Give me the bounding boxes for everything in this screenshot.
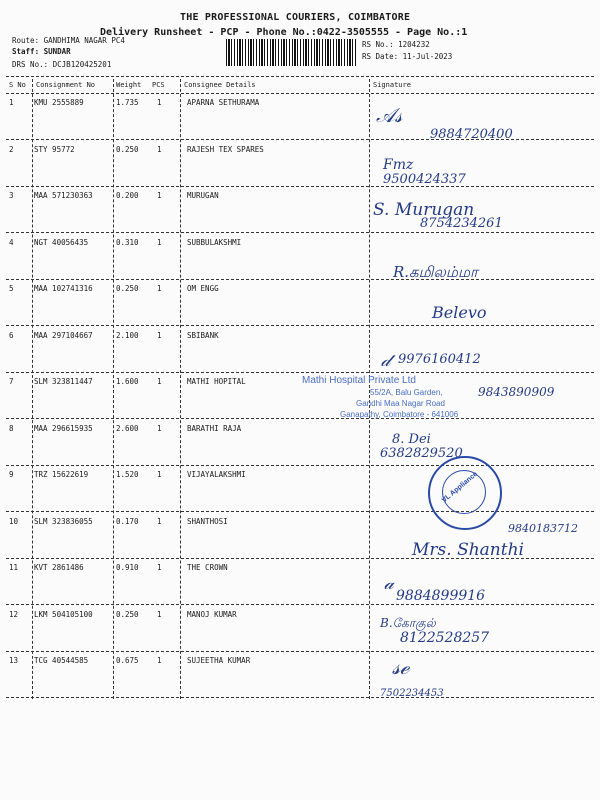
hospital-stamp-address-2: Gandhi Maa Nagar Road	[356, 399, 445, 408]
row-consignee-name: MATHI HOPITAL	[187, 377, 246, 386]
appliance-seal-stamp	[428, 456, 502, 530]
row-serial-number: 10	[9, 516, 19, 526]
signature-2-phone: 9500424337	[383, 172, 466, 187]
row-serial-number: 12	[9, 609, 19, 619]
signature-10-name: Mrs. Shanthi	[412, 540, 524, 560]
row-pieces: 1	[157, 516, 162, 526]
col-header-weight: Weight	[116, 81, 142, 89]
row-serial-number: 5	[9, 284, 14, 293]
row-pieces: 1	[157, 423, 162, 433]
row-weight: 0.250	[116, 144, 139, 154]
row-consignment-number: MAA 296615935	[34, 423, 93, 433]
signature-8: 8. Dei	[392, 432, 431, 447]
row-consignment-number: TCG 40544585	[34, 656, 89, 665]
row-serial-number: 11	[9, 563, 19, 572]
header-divider-top	[6, 76, 594, 77]
row-weight: 0.170	[116, 516, 139, 526]
row-pieces: 1	[157, 377, 162, 386]
company-title: THE PROFESSIONAL COURIERS, COIMBATORE	[180, 12, 411, 23]
table-row	[6, 141, 594, 187]
signature-3-name: S. Murugan	[373, 200, 475, 220]
signature-11-phone: 9884899916	[396, 588, 486, 604]
hospital-stamp-address-1: 55/2A, Balu Garden,	[370, 388, 443, 397]
row-pieces: 1	[157, 284, 162, 293]
row-consignee-name: OM ENGG	[187, 284, 219, 293]
row-consignee-name: VIJAYALAKSHMI	[187, 470, 246, 479]
signature-3-phone: 8754234261	[420, 216, 503, 231]
signature-13: 𝓈ℯ	[392, 655, 409, 680]
signature-8-phone: 6382829520	[380, 446, 463, 461]
seal-text: VL Appliance	[440, 470, 480, 505]
signature-12: B.கோகுல்	[380, 616, 436, 630]
row-consignee-name: RAJESH TEX SPARES	[187, 144, 264, 154]
table-row	[6, 187, 594, 233]
row-serial-number: 4	[9, 237, 14, 247]
row-serial-number: 1	[9, 98, 14, 107]
signature-7-phone: 9843890909	[478, 385, 555, 399]
row-serial-number: 3	[9, 191, 14, 200]
signature-1-phone: 9884720400	[430, 127, 513, 142]
row-serial-number: 8	[9, 423, 14, 433]
table-row	[6, 420, 594, 466]
signature-2: Fmz	[383, 157, 414, 173]
signature-4: R.கமிலம்மா	[393, 263, 478, 281]
row-consignment-number: KMU 2555889	[34, 98, 84, 107]
row-weight: 0.200	[116, 191, 139, 200]
signature-6: 𝒹	[381, 350, 391, 371]
table-row	[6, 466, 594, 512]
row-consignment-number: LKM 504105100	[34, 609, 93, 619]
staff-label: Staff: SUNDAR	[12, 47, 71, 56]
signature-1: 𝒜𝓈	[376, 103, 403, 127]
row-pieces: 1	[157, 609, 162, 619]
row-pieces: 1	[157, 144, 162, 154]
row-serial-number: 2	[9, 144, 14, 154]
row-serial-number: 9	[9, 470, 14, 479]
drs-label: DRS No.: DCJB120425201	[12, 60, 112, 69]
row-consignee-name: SUJEETHA KUMAR	[187, 656, 251, 665]
row-consignment-number: MAA 297104667	[34, 330, 93, 340]
runsheet-title: Delivery Runsheet - PCP - Phone No.:0422-3505555 - Page No.:1	[100, 27, 468, 38]
row-weight: 0.675	[116, 656, 139, 665]
row-consignee-name: BARATHI RAJA	[187, 423, 242, 433]
row-consignee-name: MANOJ KUMAR	[187, 609, 237, 619]
row-weight: 1.520	[116, 470, 139, 479]
row-consignee-name: APARNA SETHURAMA	[187, 98, 260, 107]
row-pieces: 1	[157, 191, 162, 200]
row-weight: 2.600	[116, 423, 139, 433]
col-header-pcs: PCS	[152, 81, 165, 89]
rs-date: RS Date: 11-Jul-2023	[362, 52, 453, 61]
row-consignment-number: SLM 323836055	[34, 516, 93, 526]
row-weight: 1.600	[116, 377, 139, 386]
row-pieces: 1	[157, 563, 162, 572]
row-consignee-name: MURUGAN	[187, 191, 219, 200]
table-row	[6, 280, 594, 326]
col-header-consignee: Consignee Details	[184, 81, 256, 89]
row-pieces: 1	[157, 470, 162, 479]
table-row	[6, 652, 594, 698]
row-consignee-name: SBIBANK	[187, 330, 219, 340]
row-consignee-name: SHANTHOSI	[187, 516, 228, 526]
table-row	[6, 606, 594, 652]
row-consignment-number: KVT 2861486	[34, 563, 84, 572]
row-consignment-number: TRZ 15622619	[34, 470, 89, 479]
row-consignee-name: THE CROWN	[187, 563, 228, 572]
row-consignment-number: MAA 571230363	[34, 191, 93, 200]
row-consignment-number: SLM 323811447	[34, 377, 93, 386]
row-pieces: 1	[157, 656, 162, 665]
col-header-signature: Signature	[373, 81, 411, 89]
row-weight: 0.250	[116, 609, 139, 619]
hospital-stamp-address-3: Ganapathy, Coimbatore - 641006	[340, 410, 459, 419]
row-pieces: 1	[157, 237, 162, 247]
row-weight: 0.310	[116, 237, 139, 247]
barcode-image	[226, 39, 356, 66]
row-consignment-number: NGT 40056435	[34, 237, 89, 247]
row-divider	[6, 697, 594, 698]
row-weight: 0.250	[116, 284, 139, 293]
signature-10-phone: 9840183712	[508, 522, 578, 535]
route-label: Route: GANDHIMA NAGAR PC4	[12, 36, 125, 45]
signature-12-phone: 8122528257	[400, 630, 490, 646]
signature-6-phone: 9976160412	[398, 352, 481, 367]
row-consignment-number: STY 95772	[34, 144, 75, 154]
col-header-sno: S No	[9, 81, 26, 89]
rs-number: RS No.: 1204232	[362, 40, 430, 49]
row-consignment-number: MAA 102741316	[34, 284, 93, 293]
row-weight: 1.735	[116, 98, 139, 107]
row-serial-number: 7	[9, 377, 14, 386]
col-header-consignment: Consignment No	[36, 81, 96, 89]
row-serial-number: 13	[9, 656, 19, 665]
table-row	[6, 327, 594, 373]
table-row	[6, 559, 594, 605]
table-row	[6, 234, 594, 280]
row-weight: 2.100	[116, 330, 139, 340]
signature-11: 𝒶	[384, 573, 394, 594]
row-pieces: 1	[157, 98, 162, 107]
row-consignee-name: SUBBULAKSHMI	[187, 237, 242, 247]
hospital-stamp-name: Mathi Hospital Private Ltd	[302, 375, 416, 386]
row-serial-number: 6	[9, 330, 14, 340]
row-weight: 0.910	[116, 563, 139, 572]
signature-13-phone: 7502234453	[380, 688, 444, 699]
signature-5: Belevo	[432, 303, 487, 322]
row-pieces: 1	[157, 330, 162, 340]
